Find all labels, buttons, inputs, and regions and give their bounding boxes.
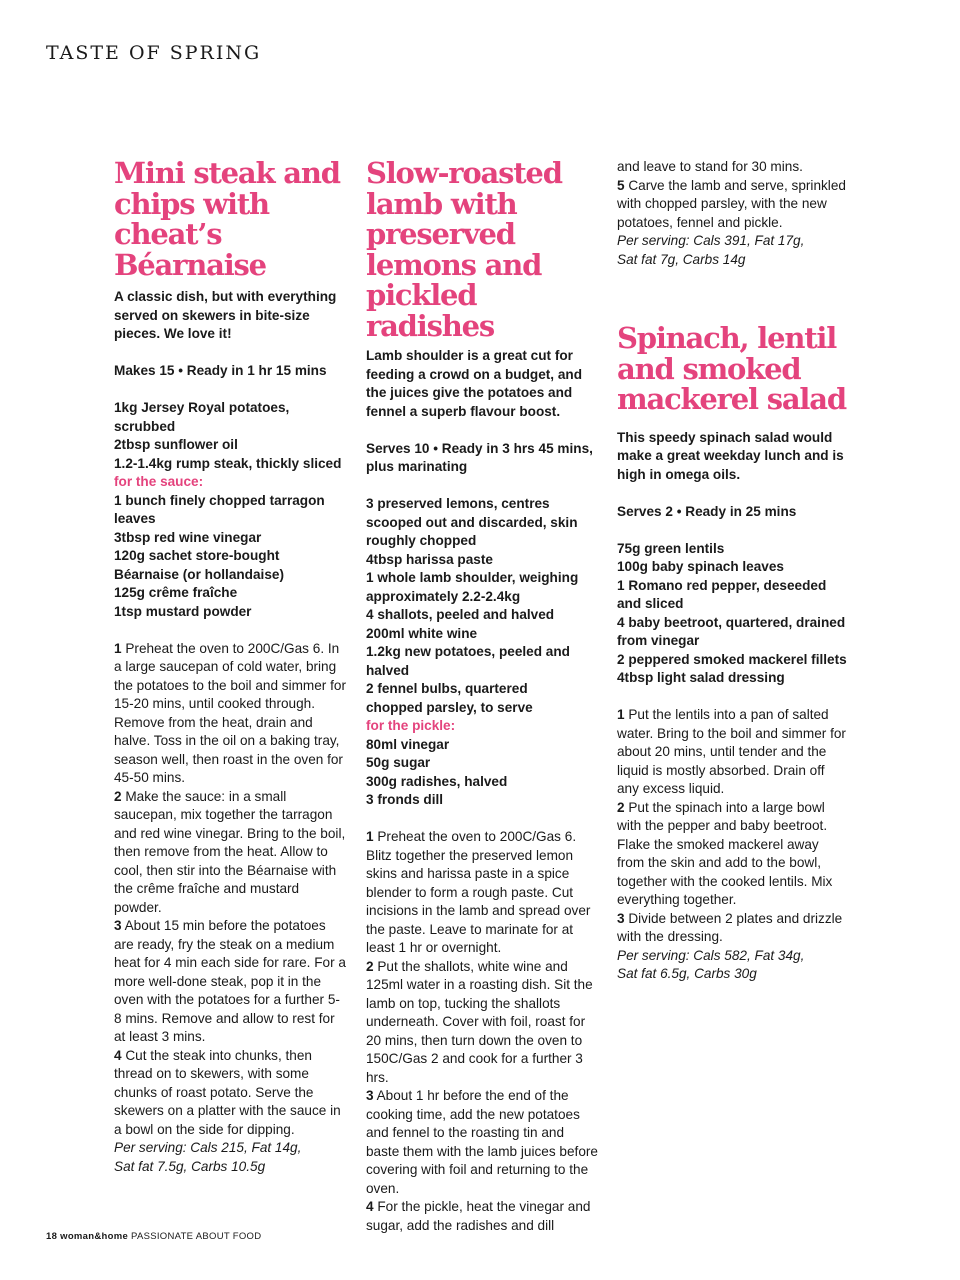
ingredient: 80ml vinegar xyxy=(366,736,450,752)
step-number: 1 xyxy=(114,640,122,656)
method-step xyxy=(366,958,598,1088)
method-step xyxy=(366,828,598,958)
method-step xyxy=(114,640,346,788)
step-text: About 15 min before the potatoes are ready, fry the steak on a medium heat for 4 min each side for rare. For a more well-done steak, pop it in the oven with the potatoes for a further 5-8 mins. Remove and allow to rest for at least 3 mins. xyxy=(114,918,346,1044)
ingredient: 125g crême fraîche xyxy=(114,585,238,600)
page-number: 18 xyxy=(46,1231,58,1242)
ingredient: 4tbsp harissa paste xyxy=(366,551,493,567)
step-text: Divide between 2 plates and drizzle with the dressing. xyxy=(617,910,843,944)
nutrition-info: Per serving: Cals 391, Fat 17g, xyxy=(617,233,805,248)
method-step xyxy=(617,177,849,233)
step-number: 1 xyxy=(617,707,625,722)
ingredient: 3 fronds dill xyxy=(366,792,444,807)
ingredient: 2 peppered smoked mackerel fillets xyxy=(617,651,847,667)
step-number: 4 xyxy=(366,1199,374,1214)
step-text: Carve the lamb and serve, sprinkled with chopped parsley, with the new potatoes, fennel and pickle. xyxy=(617,177,846,230)
ingredient: 200ml white wine xyxy=(366,625,478,641)
step-number: 2 xyxy=(366,958,374,974)
ingredient: 4 baby beetroot, quartered, drained from vinegar xyxy=(617,614,846,648)
ingredient: 120g sachet store-bought Béarnaise (or hollandaise) xyxy=(114,548,284,582)
recipe-lamb-column xyxy=(366,158,598,1235)
recipe-yield: Serves 2 • Ready in 25 mins xyxy=(617,503,797,519)
ingredient: 300g radishes, halved xyxy=(366,773,508,789)
recipe-yield: Makes 15 • Ready in 1 hr 15 mins xyxy=(114,363,327,378)
recipe-title: Mini steak and chips with cheat’s Béarnaise xyxy=(114,156,340,282)
method-step xyxy=(366,1087,598,1198)
ingredient: 2 fennel bulbs, quartered xyxy=(366,681,528,696)
method-step xyxy=(617,910,849,947)
recipe-intro: A classic dish, but with everything served on skewers in bite-size pieces. We love it! xyxy=(114,289,337,341)
recipe-title: Spinach, lentil and smoked mackerel salad xyxy=(617,321,846,416)
recipe-intro: This speedy spinach salad would make a great weekday lunch and is high in omega oils. xyxy=(617,429,844,482)
ingredient: 1kg Jersey Royal potatoes, scrubbed xyxy=(114,400,290,434)
recipe-salad-column xyxy=(617,158,849,984)
step-text: For the pickle, heat the vinegar and sugar, add the radishes and dill xyxy=(366,1199,591,1233)
ingredient: 1.2kg new potatoes, peeled and halved xyxy=(366,644,570,678)
nutrition-info: Per serving: Cals 582, Fat 34g, xyxy=(617,947,805,963)
step-text: Cut the steak into chunks, then thread on to skewers, with some chunks of roast potato. Serve the skewers on a platter with the sauce in a bowl on the side for dipping. xyxy=(114,1047,341,1137)
step-number: 3 xyxy=(617,910,625,926)
sub-heading: for the sauce: xyxy=(114,474,204,489)
step-text: Put the shallots, white wine and 125ml water in a roasting dish. Sit the lamb on top, tucking the shallots underneath. Cover with foil, roast for 20 mins, then turn down the oven to 150C/Gas 2 and cook for a further 3 hrs. xyxy=(366,958,593,1085)
method-step xyxy=(114,917,346,1047)
ingredient: 1tsp mustard powder xyxy=(114,603,252,619)
step-text: Put the spinach into a large bowl with the pepper and baby beetroot. Flake the smoked mackerel away from the skin and add to the bowl, together with the cooked lentils. Mix everything together. xyxy=(617,799,833,907)
ingredient: 50g sugar xyxy=(366,755,431,770)
ingredient: 4tbsp light salad dressing xyxy=(617,670,785,685)
step-number: 2 xyxy=(114,788,122,804)
section-title: TASTE OF SPRING xyxy=(46,42,262,64)
step-number: 3 xyxy=(366,1088,374,1103)
ingredient: 2tbsp sunflower oil xyxy=(114,437,238,452)
method-step xyxy=(617,706,849,799)
ingredient: 100g baby spinach leaves xyxy=(617,559,784,574)
step-text: Make the sauce: in a small saucepan, mix together the tarragon and red wine vinegar. Bring to the boil, then remove from the heat. Allow to cool, then stir into the Béarnaise with the crême fraîche and mustard powder. xyxy=(114,788,346,915)
nutrition-info: Sat fat 7g, Carbs 14g xyxy=(617,251,746,267)
ingredient: 3 preserved lemons, centres scooped out and discarded, skin roughly chopped xyxy=(366,496,578,548)
page-footer xyxy=(46,1231,261,1242)
nutrition-info: Per serving: Cals 215, Fat 14g, xyxy=(114,1140,302,1155)
recipe-intro: Lamb shoulder is a great cut for feeding a crowd on a budget, and the juices give the potatoes and fennel a superb flavour boost. xyxy=(366,348,582,419)
step-number: 1 xyxy=(366,829,374,844)
ingredient: 75g green lentils xyxy=(617,540,725,556)
nutrition-info: Sat fat 6.5g, Carbs 30g xyxy=(617,966,757,981)
step-text: Put the lentils into a pan of salted water. Bring to the boil and simmer for about 20 mins, until tender and the liquid is mostly absorbed. Drain off any excess liquid. xyxy=(617,707,846,796)
recipe-steak-column xyxy=(114,158,346,1176)
step-text: About 1 hr before the end of the cooking time, add the new potatoes and fennel to the roasting tin and baste them with the lamb juices before covering with foil and returning to the oven. xyxy=(366,1088,598,1196)
ingredient: 1 bunch finely chopped tarragon leaves xyxy=(114,492,325,526)
step-text: Preheat the oven to 200C/Gas 6. Blitz together the preserved lemon skins and harissa paste in a spice blender to form a rough paste. Cut incisions in the lamb and spread over the paste. Leave to marinate for at least 1 hr or overnight. xyxy=(366,829,591,955)
nutrition-info: Sat fat 7.5g, Carbs 10.5g xyxy=(114,1158,266,1174)
step-continued: and leave to stand for 30 mins. xyxy=(617,159,803,174)
recipe-title: Slow-roasted lamb with preserved lemons and pickled radishes xyxy=(366,156,562,343)
ingredient: 4 shallots, peeled and halved xyxy=(366,607,555,622)
ingredient: 1.2-1.4kg rump steak, thickly sliced xyxy=(114,455,342,471)
recipe-yield: Serves 10 • Ready in 3 hrs 45 mins, plus marinating xyxy=(366,440,593,474)
ingredient: 3tbsp red wine vinegar xyxy=(114,529,262,545)
method-step xyxy=(617,799,849,910)
step-number: 2 xyxy=(617,799,625,815)
step-text: Preheat the oven to 200C/Gas 6. In a large saucepan of cold water, bring the potatoes to the boil and simmer for 15-20 mins, until cooked through. Remove from the heat, drain and halve. Toss in the oil on a baking tray, season well, then roast in the oven for 45-50 mins. xyxy=(114,640,346,785)
sub-heading: for the pickle: xyxy=(366,718,456,733)
method-step xyxy=(114,788,346,918)
step-number: 5 xyxy=(617,177,625,193)
step-number: 3 xyxy=(114,918,122,933)
step-number: 4 xyxy=(114,1047,122,1063)
ingredient: 1 Romano red pepper, deseeded and sliced xyxy=(617,577,827,611)
method-step xyxy=(114,1047,346,1140)
method-step xyxy=(366,1198,598,1235)
ingredient: 1 whole lamb shoulder, weighing approximately 2.2-2.4kg xyxy=(366,570,579,604)
ingredient: chopped parsley, to serve xyxy=(366,699,533,715)
magazine-brand: woman&home xyxy=(60,1231,129,1242)
footer-tagline: PASSIONATE ABOUT FOOD xyxy=(131,1231,262,1242)
